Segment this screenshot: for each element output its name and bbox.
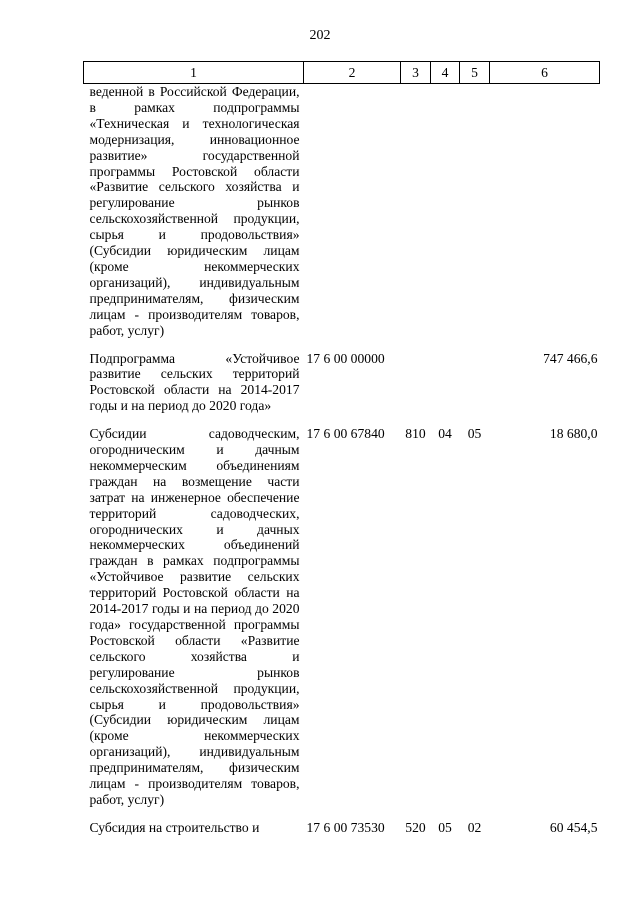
row-subsection: 02 [467, 819, 482, 835]
table-row [84, 84, 600, 351]
table-header-row [84, 62, 600, 84]
column-header-3: 3 [401, 62, 431, 84]
column-header-5: 5 [460, 62, 490, 84]
row-description: Субсидии садоводческим, огородническим и дачным некоммерческим объединениям граждан на возмещение части затрат на инженерное обеспечение территорий садоводческих, огороднических и дачных некоммерческих объединений граждан в рамках подпрограммы «Устойчивое развитие сельских территорий Ростовской области на 2014-2017 годы и на период до 2020 года» государственной программы Ростовской области «Развитие сельского хозяйства и регулирование рынков сельскохозяйственной продукции, сырья и продовольствия» (Субсидии юридическим лицам (кроме некоммерческих организаций), индивидуальным предпринимателям, физическим лицам - производителям товаров, работ, услуг) [89, 426, 300, 807]
row-target-code: 17 6 00 73530 [306, 819, 385, 835]
row-amount: 18 680,0 [549, 426, 598, 442]
row-target-code: 17 6 00 00000 [306, 350, 385, 366]
table-row [84, 351, 600, 427]
column-header-2: 2 [304, 62, 401, 84]
column-header-6: 6 [490, 62, 600, 84]
row-subsection [460, 351, 490, 427]
row-amount [490, 84, 600, 351]
row-section: 04 [438, 426, 452, 442]
row-subsection: 05 [467, 426, 482, 442]
row-description: веденной в Российской Федерации, в рамках подпрограммы «Техническая и технологическая модернизация, инновационное развитие» государственной программы Ростовской области «Развитие сельского хозяйства и регулирование рынков сельскохозяйственной продукции, сырья и продовольствия» (Субсидии юридическим лицам (кроме некоммерческих организаций), индивидуальным предпринимателям, физическим лицам - производителям товаров, работ, услуг) [89, 84, 300, 338]
row-section: 05 [438, 819, 452, 835]
row-description: Подпрограмма «Устойчивое развитие сельских территорий Ростовской области на 2014-2017 годы и на период до 2020 года» [89, 350, 300, 414]
column-header-4: 4 [431, 62, 460, 84]
row-amount: 60 454,5 [549, 819, 598, 835]
row-expense-type: 520 [405, 819, 426, 835]
table-row [84, 820, 600, 836]
budget-table [83, 61, 600, 836]
page-number: 202 [309, 28, 331, 43]
table-row [84, 426, 600, 820]
row-section [431, 351, 460, 427]
row-target-code [304, 84, 401, 351]
row-expense-type [401, 84, 431, 351]
row-subsection [460, 84, 490, 351]
row-target-code: 17 6 00 67840 [306, 426, 385, 442]
row-amount: 747 466,6 [543, 350, 598, 366]
row-description: Субсидия на строительство и [89, 819, 260, 835]
row-expense-type: 810 [405, 426, 426, 442]
row-expense-type [401, 351, 431, 427]
row-section [431, 84, 460, 351]
column-header-1: 1 [84, 62, 304, 84]
